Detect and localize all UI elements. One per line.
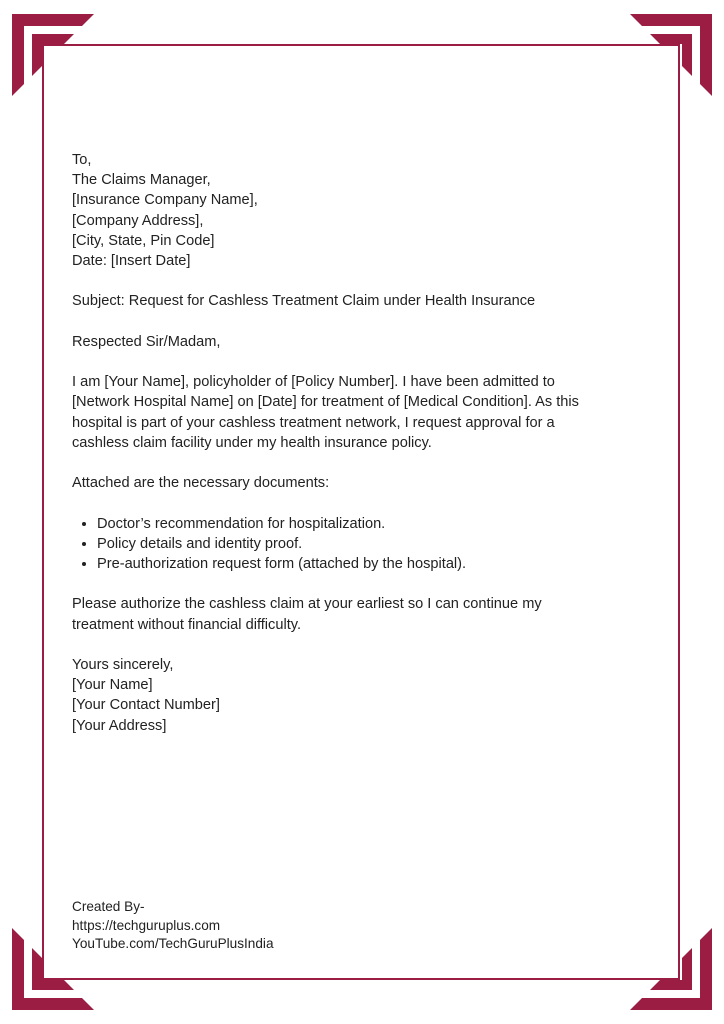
corner-ornament-top-left: [12, 14, 108, 110]
document-item: • Doctor’s recommendation for hospitalization.: [97, 514, 642, 534]
document-item: • Pre-authorization request form (attached by the hospital).: [97, 554, 642, 574]
corner-ornament-top-right: [616, 14, 712, 110]
documents-list: [72, 514, 642, 575]
recipient-company: [Insurance Company Name],: [72, 192, 258, 209]
footer-website-link[interactable]: https://techguruplus.com: [72, 917, 221, 933]
recipient-city: [City, State, Pin Code]: [72, 232, 215, 249]
closing-block: [72, 655, 642, 736]
recipient-to: To,: [72, 152, 92, 168]
closing-name: [Your Name]: [72, 677, 153, 694]
request-line: treatment without financial difficulty.: [72, 616, 302, 633]
document-item: • Policy details and identity proof.: [97, 534, 642, 554]
subject-line: Subject: Request for Cashless Treatment Claim under Health Insurance: [72, 293, 536, 310]
recipient-address: [Company Address],: [72, 212, 204, 229]
footer-credits: [72, 898, 274, 954]
intro-line: [Network Hospital Name] on [Date] for treatment of [Medical Condition]. As this: [72, 394, 579, 411]
request-line: Please authorize the cashless claim at your earliest so I can continue my: [72, 596, 542, 613]
letter-date: Date: [Insert Date]: [72, 253, 191, 270]
letter-body: [72, 150, 642, 756]
intro-paragraph: [72, 372, 642, 453]
footer-youtube-link[interactable]: YouTube.com/TechGuruPlusIndia: [72, 936, 274, 951]
corner-ornament-bottom-right: [616, 914, 712, 1010]
intro-line: I am [Your Name], policyholder of [Policy Number]. I have been admitted to: [72, 374, 555, 391]
footer-created-by: Created By-: [72, 899, 145, 914]
closing-address: [Your Address]: [72, 717, 167, 734]
intro-line: hospital is part of your cashless treatment network, I request approval for a: [72, 414, 555, 431]
recipient-block: [72, 150, 642, 271]
closing-contact: [Your Contact Number]: [72, 697, 220, 714]
attached-heading: Attached are the necessary documents:: [72, 475, 330, 492]
request-paragraph: [72, 594, 642, 634]
intro-line: cashless claim facility under my health insurance policy.: [72, 434, 432, 451]
salutation: Respected Sir/Madam,: [72, 333, 221, 350]
recipient-title: The Claims Manager,: [72, 172, 211, 189]
closing-signoff: Yours sincerely,: [72, 656, 174, 673]
